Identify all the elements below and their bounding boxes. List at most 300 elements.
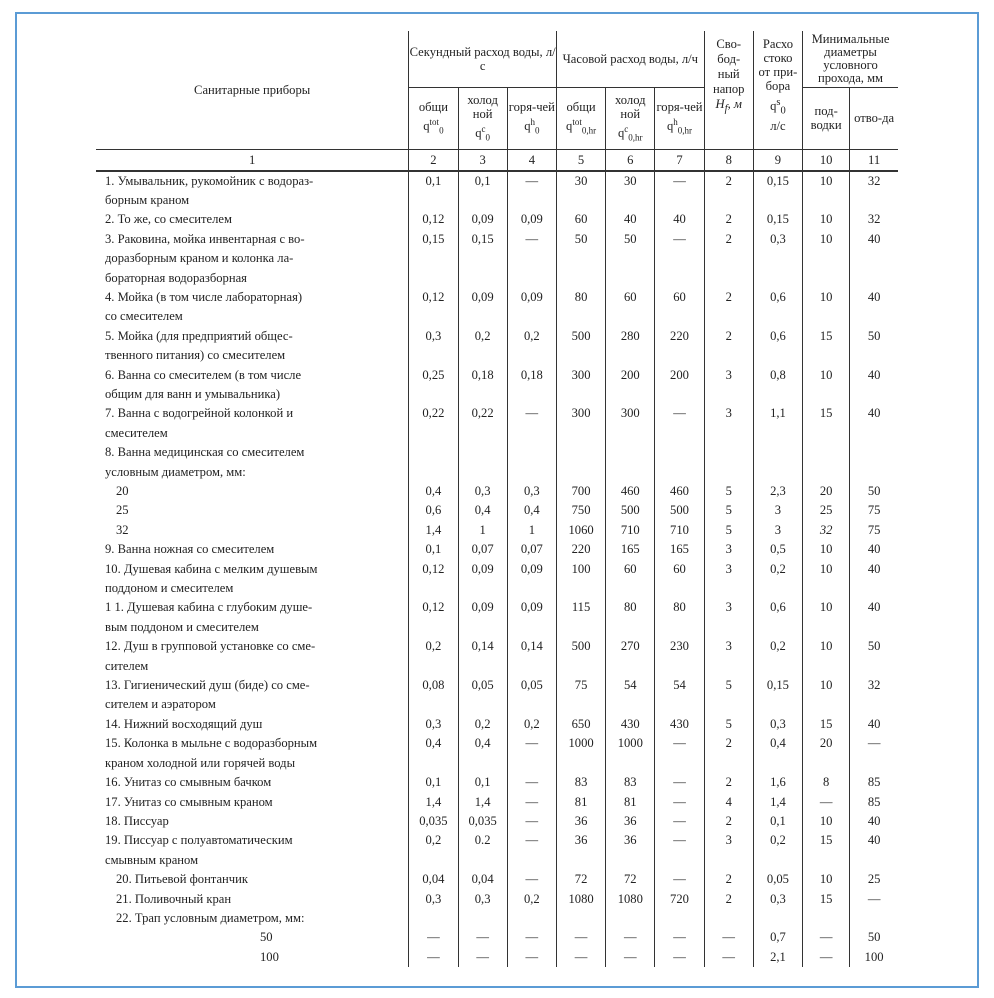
value-cell: 40 [850, 831, 898, 870]
value-cell: 0,07 [458, 540, 507, 559]
value-cell: 60 [655, 288, 704, 327]
device-name [96, 909, 409, 928]
value-cell: 10 [803, 210, 850, 229]
value-cell: 0,15 [753, 210, 802, 229]
value-cell: 0,5 [753, 540, 802, 559]
value-cell: 200 [655, 366, 704, 405]
value-cell: 0,2 [507, 327, 556, 366]
value-cell: — [507, 171, 556, 211]
device-name-line: 7. Ванна с водогрейной колонкой и [105, 406, 294, 421]
value-cell: — [507, 230, 556, 288]
value-cell: — [655, 404, 704, 443]
drain-symbol: $q^s_0$ л/с [770, 97, 786, 133]
value-cell: — [507, 404, 556, 443]
value-cell: 0,12 [409, 288, 458, 327]
value-cell: 3 [704, 560, 753, 599]
value-cell: 36 [606, 812, 655, 831]
table-row [96, 366, 898, 405]
value-cell: 15 [803, 890, 850, 909]
value-cell: 3 [753, 501, 802, 520]
table-row [96, 773, 898, 792]
value-cell: 270 [606, 637, 655, 676]
value-cell: 0,035 [458, 812, 507, 831]
value-cell [850, 909, 898, 928]
value-cell: 25 [803, 501, 850, 520]
value-cell: 0,04 [409, 870, 458, 889]
value-cell: 40 [850, 288, 898, 327]
value-cell: 500 [556, 327, 605, 366]
value-cell: — [704, 928, 753, 947]
device-name-line: 2. То же, со смесителем [105, 212, 232, 227]
value-cell: — [803, 948, 850, 967]
value-cell: 0.2 [458, 831, 507, 870]
value-cell: 36 [556, 831, 605, 870]
device-name-line: вым поддоном и смесителем [105, 619, 259, 634]
table-row [96, 928, 898, 947]
value-cell: 85 [850, 793, 898, 812]
device-name-line: 100 [260, 949, 279, 964]
header-sec-flow: Секундный расход воды, л/с [409, 31, 557, 87]
header-supply: под-водки [803, 87, 850, 149]
value-cell: 2 [704, 288, 753, 327]
value-cell: 0,25 [409, 366, 458, 405]
value-cell: 0,05 [507, 676, 556, 715]
device-name [96, 521, 409, 540]
value-cell: 10 [803, 598, 850, 637]
value-cell: 0,6 [753, 288, 802, 327]
value-cell: 0,4 [507, 501, 556, 520]
value-cell: 3 [704, 540, 753, 559]
value-cell: 40 [655, 210, 704, 229]
value-cell: 60 [606, 288, 655, 327]
value-cell: 10 [803, 560, 850, 599]
value-cell: 430 [606, 715, 655, 734]
value-cell: 3 [704, 831, 753, 870]
value-cell: — [409, 928, 458, 947]
device-name-line: поддоном и смесителем [105, 581, 234, 596]
table-row [96, 734, 898, 773]
value-cell: 1000 [606, 734, 655, 773]
value-cell: 25 [850, 870, 898, 889]
value-cell: 0,2 [458, 715, 507, 734]
value-cell: — [458, 948, 507, 967]
device-name-line: 50 [260, 930, 273, 945]
value-cell: 0,2 [507, 890, 556, 909]
device-name [96, 443, 409, 482]
value-cell: 0,3 [409, 327, 458, 366]
device-name-line: со смесителем [105, 309, 183, 324]
device-name [96, 598, 409, 637]
header-cold-sec: холод ной $q^c_0$ [458, 87, 507, 149]
value-cell: 10 [803, 812, 850, 831]
value-cell: 500 [606, 501, 655, 520]
header-drain: отво-да [850, 87, 898, 149]
device-name-line: 12. Душ в групповой установке со сме- [105, 639, 316, 654]
device-name-line: общим для ванн и умывальника) [105, 386, 281, 401]
table-row [96, 482, 898, 501]
value-cell: — [507, 870, 556, 889]
value-cell: 710 [655, 521, 704, 540]
value-cell: — [655, 812, 704, 831]
device-name [96, 676, 409, 715]
value-cell [803, 909, 850, 928]
value-cell: 40 [850, 540, 898, 559]
value-cell: 36 [556, 812, 605, 831]
value-cell [803, 443, 850, 482]
table-row [96, 210, 898, 229]
value-cell: 2 [704, 812, 753, 831]
value-cell: 0,22 [409, 404, 458, 443]
value-cell: 10 [803, 366, 850, 405]
value-cell: 0,3 [507, 482, 556, 501]
value-cell: 0,4 [458, 501, 507, 520]
value-cell [458, 443, 507, 482]
value-cell: 60 [655, 560, 704, 599]
device-name [96, 890, 409, 909]
value-cell: 2 [704, 230, 753, 288]
value-cell: 0,2 [458, 327, 507, 366]
value-cell: 0,1 [753, 812, 802, 831]
column-number-row [96, 149, 898, 171]
value-cell: 40 [850, 598, 898, 637]
value-cell: 0,4 [409, 734, 458, 773]
value-cell: — [704, 948, 753, 967]
device-name-line: краном холодной или горячей воды [105, 755, 296, 770]
value-cell: — [655, 928, 704, 947]
value-cell: — [606, 928, 655, 947]
value-cell: 0,05 [458, 676, 507, 715]
value-cell: 1000 [556, 734, 605, 773]
header-cold-hour: холод ной $q^c_{0,hr}$ [606, 87, 655, 149]
header-drain-flow: Расхо стоко от при-бора $q^s_0$ л/с [753, 31, 802, 149]
value-cell: 10 [803, 540, 850, 559]
value-cell: 165 [606, 540, 655, 559]
device-name [96, 928, 409, 947]
device-name-line: смесителем [105, 425, 168, 440]
value-cell: 50 [850, 928, 898, 947]
value-cell: 5 [704, 521, 753, 540]
value-cell: 3 [704, 366, 753, 405]
value-cell: 0,09 [458, 210, 507, 229]
value-cell: 1,4 [458, 793, 507, 812]
value-cell: 75 [850, 501, 898, 520]
value-cell: 1 [458, 521, 507, 540]
value-cell: 50 [850, 482, 898, 501]
device-name [96, 870, 409, 889]
value-cell: 460 [606, 482, 655, 501]
value-cell: 0,14 [458, 637, 507, 676]
table-row [96, 443, 898, 482]
value-cell: — [507, 831, 556, 870]
table-row [96, 715, 898, 734]
header-hot-sec: горя-чей $q^h_0$ [507, 87, 556, 149]
value-cell: 2 [704, 171, 753, 211]
value-cell: 0,4 [409, 482, 458, 501]
value-cell: — [507, 734, 556, 773]
value-cell: 0,1 [458, 171, 507, 211]
device-name-line: 15. Колонка в мыльне с водоразборным [105, 736, 318, 751]
value-cell: 0,15 [409, 230, 458, 288]
device-name-line: 4. Мойка (в том числе лабораторная) [105, 289, 303, 304]
value-cell: 10 [803, 288, 850, 327]
value-cell [606, 443, 655, 482]
value-cell: — [556, 948, 605, 967]
value-cell: 2 [704, 210, 753, 229]
value-cell: 80 [556, 288, 605, 327]
device-name-line: 25 [116, 503, 129, 518]
value-cell [458, 909, 507, 928]
value-cell: 80 [606, 598, 655, 637]
value-cell [753, 909, 802, 928]
value-cell: 0,15 [753, 171, 802, 211]
value-cell [704, 443, 753, 482]
value-cell: 165 [655, 540, 704, 559]
header-hour-flow: Часовой расход воды, л/ч [556, 31, 704, 87]
value-cell: 0,2 [409, 831, 458, 870]
value-cell: 32 [850, 171, 898, 211]
table-row [96, 909, 898, 928]
value-cell: 0,3 [458, 890, 507, 909]
value-cell: 72 [606, 870, 655, 889]
table-row [96, 288, 898, 327]
value-cell: 2 [704, 890, 753, 909]
value-cell: 5 [704, 501, 753, 520]
document-frame [15, 12, 979, 988]
table-row [96, 637, 898, 676]
value-cell: 0,7 [753, 928, 802, 947]
device-name-line: 1 1. Душевая кабина с глубоким душе- [105, 600, 313, 615]
device-name-line: бораторная водоразборная [105, 270, 247, 285]
value-cell: 1,4 [753, 793, 802, 812]
value-cell: 1 [507, 521, 556, 540]
value-cell: 300 [556, 366, 605, 405]
value-cell: 300 [606, 404, 655, 443]
table-row [96, 230, 898, 288]
value-cell: 1080 [606, 890, 655, 909]
value-cell: 220 [655, 327, 704, 366]
device-name [96, 540, 409, 559]
value-cell: 0,2 [409, 637, 458, 676]
value-cell: 0,09 [458, 598, 507, 637]
value-cell [655, 443, 704, 482]
value-cell: 0,22 [458, 404, 507, 443]
value-cell: — [507, 928, 556, 947]
value-cell: — [655, 171, 704, 211]
device-name-line: 13. Гигиенический душ (биде) со сме- [105, 678, 310, 693]
value-cell: 2,3 [753, 482, 802, 501]
value-cell: 700 [556, 482, 605, 501]
value-cell [556, 909, 605, 928]
col-num: 6 [606, 149, 655, 171]
value-cell: 0,1 [409, 773, 458, 792]
device-name-line: твенного питания) со смесителем [105, 348, 286, 363]
device-name-line: смывным краном [105, 852, 199, 867]
value-cell: 0,12 [409, 598, 458, 637]
value-cell: 5 [704, 676, 753, 715]
value-cell: 0,2 [753, 637, 802, 676]
value-cell: 0,05 [753, 870, 802, 889]
col-num: 11 [850, 149, 898, 171]
value-cell: 1,4 [409, 793, 458, 812]
device-name [96, 948, 409, 967]
value-cell: 500 [655, 501, 704, 520]
value-cell: 0,09 [507, 560, 556, 599]
value-cell: 81 [556, 793, 605, 812]
value-cell: 0,8 [753, 366, 802, 405]
value-cell: 15 [803, 715, 850, 734]
value-cell: 0,3 [753, 715, 802, 734]
device-name-line: 17. Унитаз со смывным краном [105, 794, 273, 809]
value-cell [556, 443, 605, 482]
value-cell: — [507, 773, 556, 792]
value-cell: 72 [556, 870, 605, 889]
value-cell: 20 [803, 734, 850, 773]
device-name-line: 9. Ванна ножная со смесителем [105, 542, 275, 557]
device-name-line: борным краном [105, 192, 190, 207]
value-cell: 15 [803, 404, 850, 443]
value-cell [507, 443, 556, 482]
table-row [96, 560, 898, 599]
value-cell: 0,3 [753, 230, 802, 288]
value-cell: 50 [556, 230, 605, 288]
col-num: 8 [704, 149, 753, 171]
value-cell: 0,09 [507, 210, 556, 229]
value-cell: 0,4 [753, 734, 802, 773]
table-row [96, 501, 898, 520]
value-cell [704, 909, 753, 928]
device-name [96, 404, 409, 443]
device-name-line: сителем и аэратором [105, 697, 216, 712]
device-name [96, 327, 409, 366]
value-cell: 0,2 [753, 560, 802, 599]
device-name [96, 560, 409, 599]
value-cell: 3 [704, 598, 753, 637]
col-num: 10 [803, 149, 850, 171]
device-name-line: 21. Поливочный кран [116, 891, 232, 906]
value-cell: 2 [704, 870, 753, 889]
value-cell: — [409, 948, 458, 967]
device-name [96, 171, 409, 211]
device-name [96, 831, 409, 870]
value-cell: 0,09 [458, 560, 507, 599]
value-cell: 0,18 [507, 366, 556, 405]
header-hot-hour: горя-чей $q^h_{0,hr}$ [655, 87, 704, 149]
value-cell: 1060 [556, 521, 605, 540]
value-cell: 2 [704, 734, 753, 773]
device-name-line: 19. Писсуар с полуавтоматическим [105, 833, 293, 848]
value-cell: — [655, 870, 704, 889]
value-cell: 1,4 [409, 521, 458, 540]
table-row [96, 404, 898, 443]
value-cell: 36 [606, 831, 655, 870]
value-cell: 0,12 [409, 560, 458, 599]
device-name [96, 482, 409, 501]
value-cell: 0,6 [753, 598, 802, 637]
value-cell: 85 [850, 773, 898, 792]
value-cell: 10 [803, 870, 850, 889]
value-cell [655, 909, 704, 928]
value-cell: 0,4 [458, 734, 507, 773]
value-cell [507, 909, 556, 928]
device-name-line: 6. Ванна со смесителем (в том числе [105, 367, 302, 382]
value-cell: 0,1 [409, 171, 458, 211]
table-row [96, 793, 898, 812]
value-cell: 0,3 [409, 890, 458, 909]
value-cell: 0,1 [409, 540, 458, 559]
value-cell: 5 [704, 715, 753, 734]
value-cell: 60 [556, 210, 605, 229]
header-total-sec: общи $q^{tot}_0$ [409, 87, 458, 149]
device-name-line: 18. Писсуар [105, 813, 169, 828]
device-name [96, 288, 409, 327]
header-free-head: Сво-бод-ный напор $H_f$, м [704, 31, 753, 149]
value-cell: 40 [606, 210, 655, 229]
device-name [96, 773, 409, 792]
value-cell: 500 [556, 637, 605, 676]
table-row [96, 948, 898, 967]
col-num: 4 [507, 149, 556, 171]
value-cell: 0,09 [458, 288, 507, 327]
free-head-symbol: $H_f$, м [715, 97, 742, 115]
device-name-line: 5. Мойка (для предприятий общес- [105, 328, 293, 343]
device-name-line: 8. Ванна медицинская со смесителем [105, 445, 305, 460]
value-cell: 720 [655, 890, 704, 909]
device-name-line: 3. Раковина, мойка инвентарная с во- [105, 231, 305, 246]
header-devices: Санитарные приборы [96, 31, 409, 149]
col-num: 1 [249, 152, 256, 167]
value-cell: 0,18 [458, 366, 507, 405]
value-cell: 0,3 [753, 890, 802, 909]
value-cell: 32 [850, 210, 898, 229]
value-cell: 0,3 [409, 715, 458, 734]
header-total-hour: общи $q^{tot}_{0,hr}$ [556, 87, 605, 149]
device-name [96, 812, 409, 831]
value-cell: 3 [704, 637, 753, 676]
value-cell: 2,1 [753, 948, 802, 967]
device-name [96, 637, 409, 676]
device-name-line: 14. Нижний восходящий душ [105, 716, 263, 731]
value-cell: 4 [704, 793, 753, 812]
device-name-line: условным диаметром, мм: [105, 464, 246, 479]
device-name [96, 501, 409, 520]
device-name [96, 715, 409, 734]
value-cell: 32 [803, 521, 850, 540]
value-cell: — [655, 773, 704, 792]
value-cell: 10 [803, 230, 850, 288]
value-cell: 0,09 [507, 598, 556, 637]
value-cell: 30 [606, 171, 655, 211]
value-cell: — [507, 793, 556, 812]
value-cell: 0,1 [458, 773, 507, 792]
value-cell: 83 [606, 773, 655, 792]
col-num: 7 [655, 149, 704, 171]
col-num: 9 [753, 149, 802, 171]
value-cell: 230 [655, 637, 704, 676]
device-name-line: доразборным краном и колонка ла- [105, 251, 294, 266]
value-cell: — [655, 831, 704, 870]
value-cell: 10 [803, 637, 850, 676]
device-name-line: сителем [105, 658, 149, 673]
table-row [96, 890, 898, 909]
value-cell: — [803, 793, 850, 812]
value-cell: 430 [655, 715, 704, 734]
value-cell: 0,15 [458, 230, 507, 288]
device-name-line: 22. Трап условным диаметром, мм: [116, 910, 305, 925]
device-name [96, 734, 409, 773]
value-cell: 80 [655, 598, 704, 637]
value-cell: 40 [850, 366, 898, 405]
device-name-line: 1. Умывальник, рукомойник с водораз- [105, 173, 314, 188]
